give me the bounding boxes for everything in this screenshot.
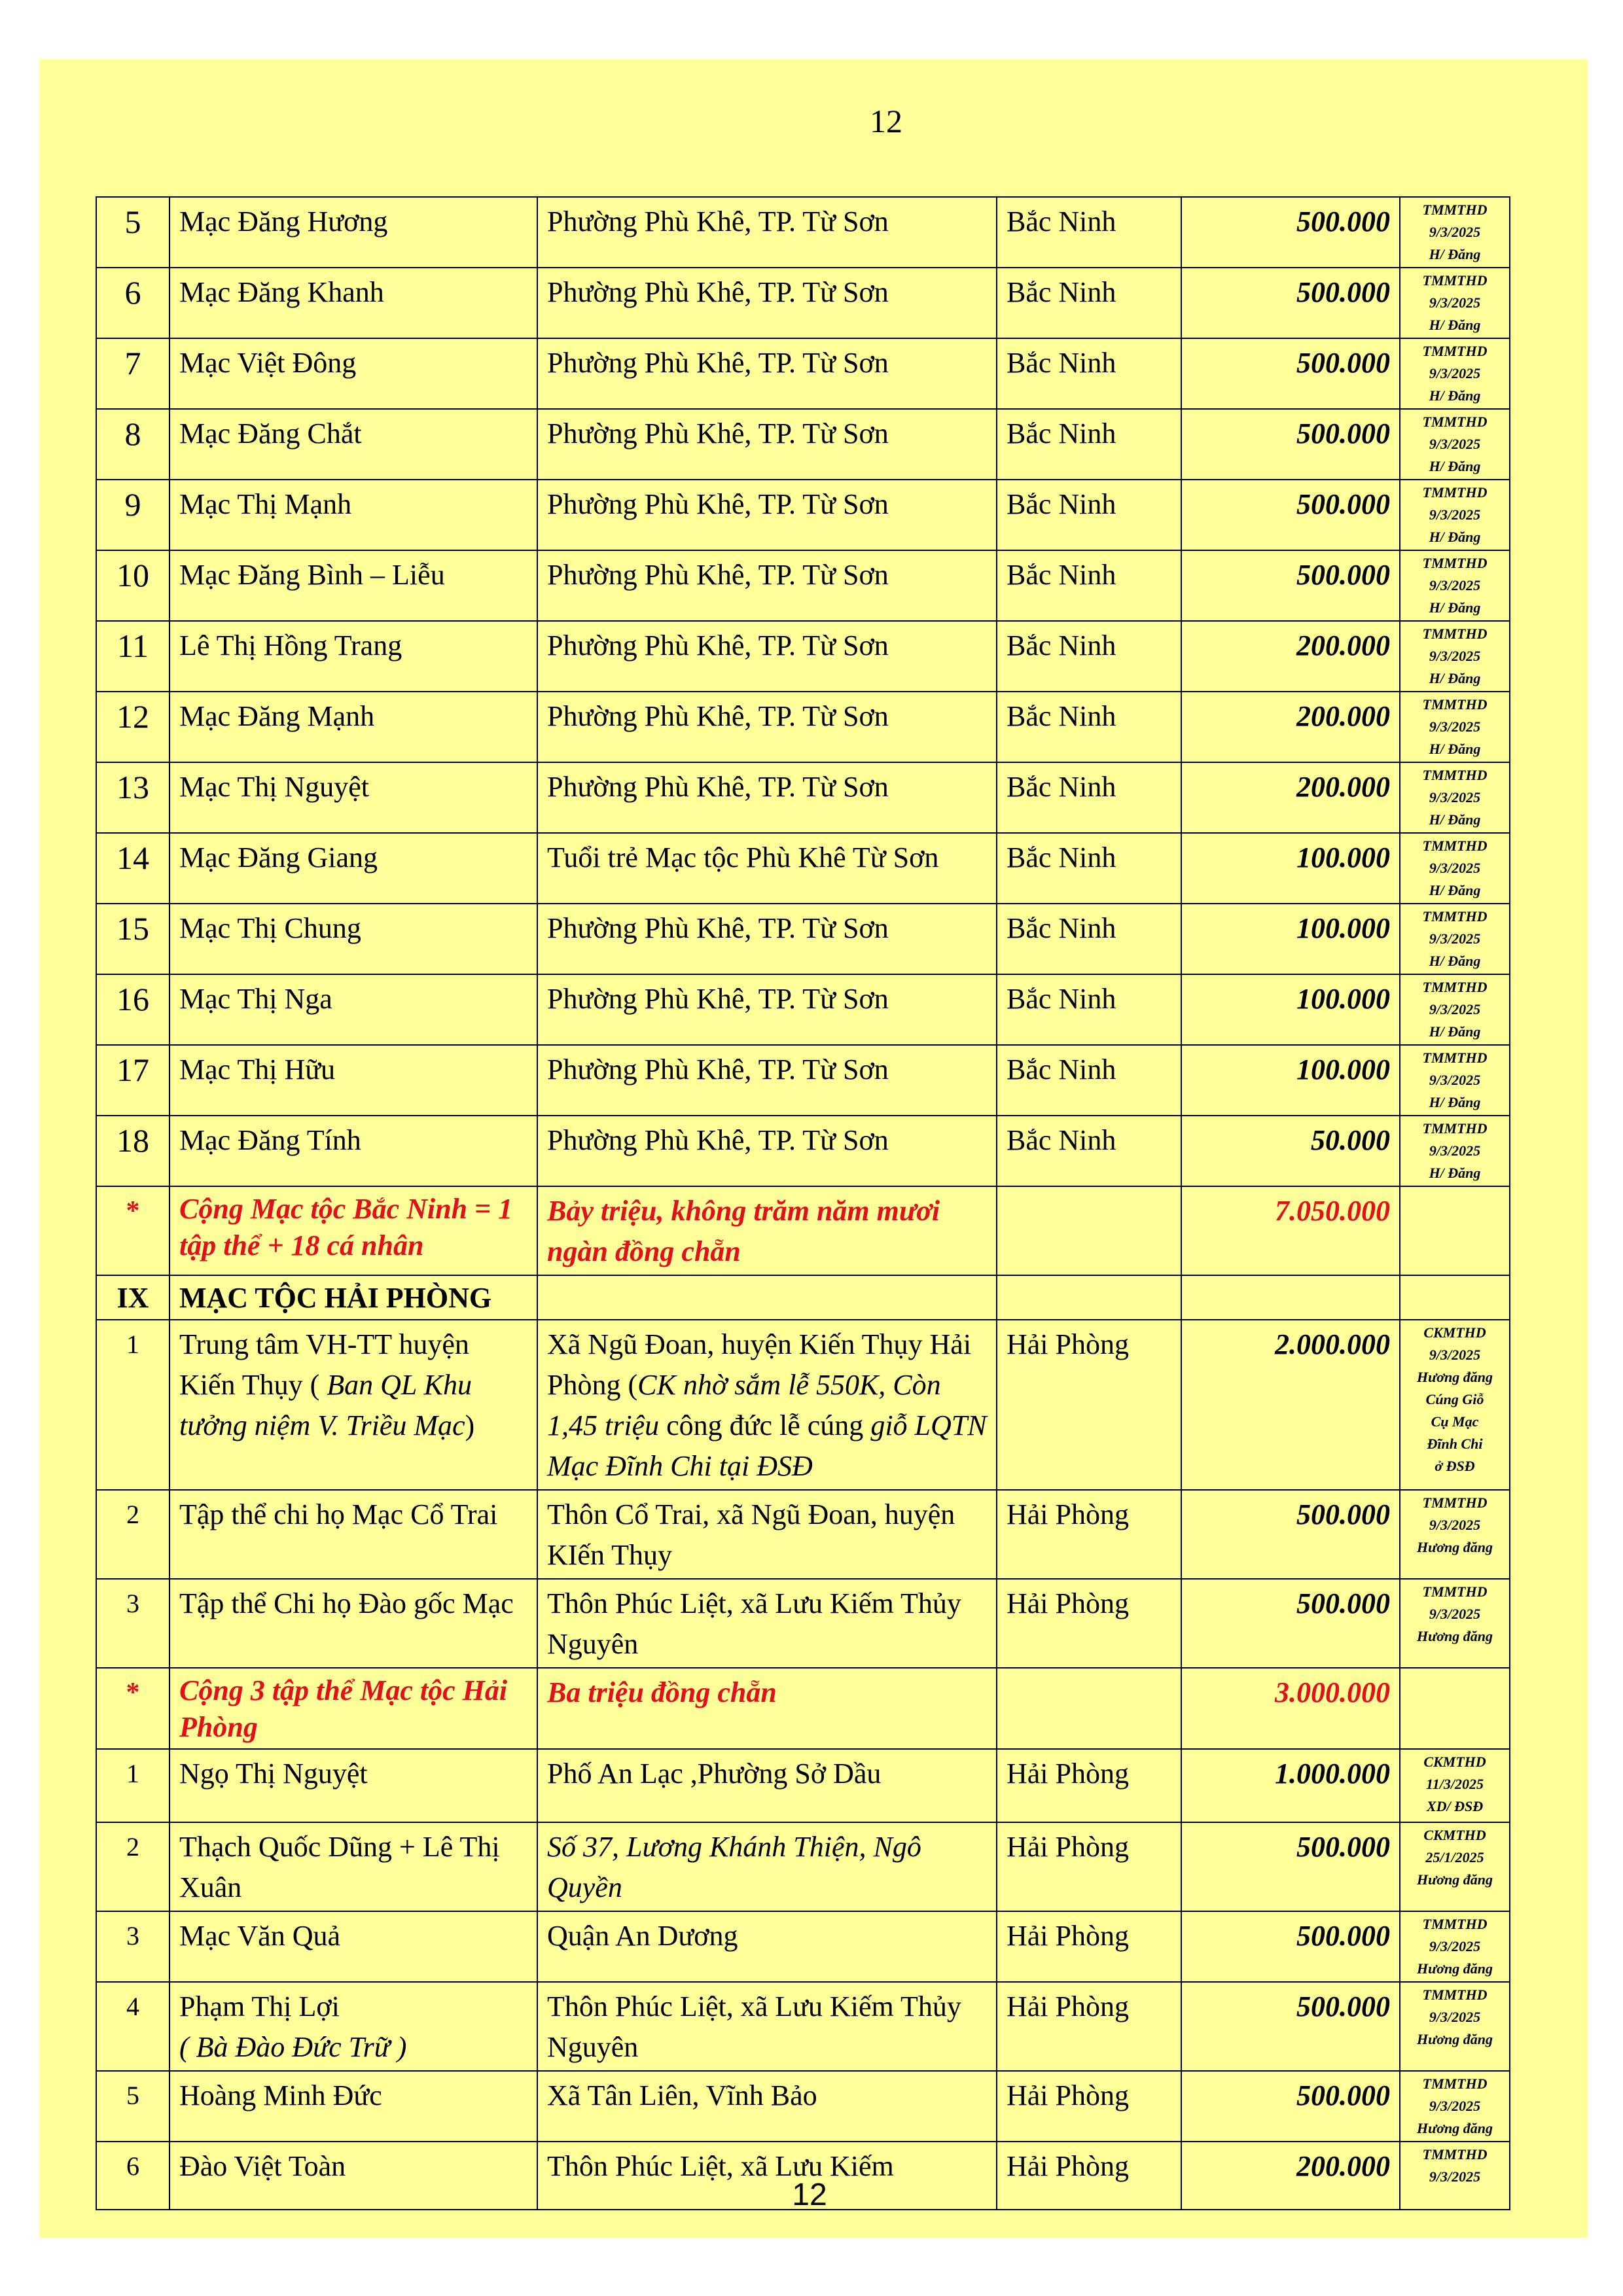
note-line: Đĩnh Chi [1427,1436,1483,1452]
subtotal-label: Cộng 3 tập thể Mạc tộc Hải Phòng [169,1668,537,1749]
donor-address: Phường Phù Khê, TP. Từ Sơn [537,550,997,621]
note-line: XD/ ĐSĐ [1426,1798,1484,1814]
subtotal-words: Ba triệu đồng chẵn [537,1668,997,1749]
table-row [96,904,1510,974]
note-line: H/ Đăng [1429,1023,1481,1040]
note-line: TMMTHD [1422,202,1488,218]
table-row [96,762,1510,833]
haiphong-individual-rows [96,1749,1510,2210]
donor-address: Tuổi trẻ Mạc tộc Phù Khê Từ Sơn [537,833,997,904]
note-line: CKMTHD [1423,1827,1486,1843]
table-row [96,974,1510,1045]
empty-cell [997,1668,1181,1749]
page-number-top: 12 [870,103,902,139]
province: Hải Phòng [997,1749,1181,1822]
donor-address: Phường Phù Khê, TP. Từ Sơn [537,1116,997,1186]
province: Bắc Ninh [997,974,1181,1045]
province: Bắc Ninh [997,409,1181,480]
note [1400,1045,1510,1116]
donor-address: Phường Phù Khê, TP. Từ Sơn [537,409,997,480]
note-line: TMMTHD [1422,979,1488,995]
province: Bắc Ninh [997,197,1181,268]
table-row [96,1911,1510,1982]
donor-name: Mạc Đăng Tính [169,1116,537,1186]
amount: 500.000 [1181,1579,1400,1668]
province: Bắc Ninh [997,268,1181,338]
note-line: H/ Đăng [1429,387,1481,404]
empty-cell [537,1275,997,1320]
empty-cell [1400,1668,1510,1749]
note-line: Cúng Giỗ [1425,1391,1484,1407]
row-number: 4 [96,1982,169,2071]
table-row [96,1749,1510,1822]
donor-name: Đào Việt Toàn [169,2142,537,2210]
note [1400,550,1510,621]
donor-address: Phường Phù Khê, TP. Từ Sơn [537,762,997,833]
province: Hải Phòng [997,1911,1181,1982]
amount: 1.000.000 [1181,1749,1400,1822]
province: Hải Phòng [997,1320,1181,1490]
province: Hải Phòng [997,1822,1181,1911]
row-number: 1 [96,1320,169,1490]
row-number: 9 [96,480,169,550]
note-line: H/ Đăng [1429,317,1481,333]
note-line: 9/3/2025 [1429,718,1481,735]
note-line: 9/3/2025 [1429,506,1481,523]
province: Bắc Ninh [997,833,1181,904]
row-number: 6 [96,2142,169,2210]
section-header [96,1275,1510,1320]
table-row [96,833,1510,904]
note-line: Hương đăng [1416,1628,1493,1644]
donor-address: Phường Phù Khê, TP. Từ Sơn [537,621,997,692]
amount: 500.000 [1181,550,1400,621]
amount: 200.000 [1181,762,1400,833]
amount: 500.000 [1181,1490,1400,1579]
table-row [96,1116,1510,1186]
row-number: 7 [96,338,169,409]
note-line: 9/3/2025 [1429,224,1481,240]
province: Bắc Ninh [997,1045,1181,1116]
donor-name [169,1320,537,1490]
row-number: 5 [96,197,169,268]
address-italic-part-2: giỗ LQTN Mạc Đĩnh Chi tại ĐSĐ [547,1409,987,1482]
donor-address: Phường Phù Khê, TP. Từ Sơn [537,904,997,974]
address-part-2: công đức lễ cúng [659,1409,871,1441]
note-line: TMMTHD [1422,1987,1488,2003]
amount: 500.000 [1181,1822,1400,1911]
province: Bắc Ninh [997,1116,1181,1186]
table-row [96,692,1510,762]
note-line: H/ Đăng [1429,882,1481,898]
note-line: 9/3/2025 [1429,2009,1481,2025]
donor-name: Mạc Thị Nga [169,974,537,1045]
note-line: TMMTHD [1422,2075,1488,2092]
province: Bắc Ninh [997,338,1181,409]
donor-address: Phường Phù Khê, TP. Từ Sơn [537,480,997,550]
empty-cell [1181,1275,1400,1320]
donor-address: Phường Phù Khê, TP. Từ Sơn [537,197,997,268]
donor-name: Mạc Thị Chung [169,904,537,974]
note-line: 9/3/2025 [1429,860,1481,876]
note [1400,2142,1510,2210]
note-line: Hương đăng [1416,1871,1493,1888]
row-number: 11 [96,621,169,692]
donor-name: Tập thể Chi họ Đào gốc Mạc [169,1579,537,1668]
subtotal-amount: 7.050.000 [1181,1186,1400,1275]
donation-table [96,196,1510,2210]
province: Hải Phòng [997,1490,1181,1579]
note-line: TMMTHD [1422,626,1488,642]
donor-address: Số 37, Lương Khánh Thiện, Ngô Quyền [537,1822,997,1911]
row-number: 2 [96,1822,169,1911]
note-line: 9/3/2025 [1429,1072,1481,1088]
donor-address: Phường Phù Khê, TP. Từ Sơn [537,1045,997,1116]
note-line: H/ Đăng [1429,458,1481,474]
note-line: 9/3/2025 [1429,577,1481,593]
note-line: H/ Đăng [1429,670,1481,686]
row-number: 16 [96,974,169,1045]
note-line: 11/3/2025 [1425,1776,1484,1792]
note-line: 9/3/2025 [1429,1001,1481,1017]
note-line: 9/3/2025 [1429,1142,1481,1159]
table-row [96,197,1510,268]
note [1400,1320,1510,1490]
table-row [96,480,1510,550]
row-number: 3 [96,1579,169,1668]
note-line: 9/3/2025 [1429,365,1481,381]
address-italic-part: CK nhờ sắm lễ 550K, Còn 1,45 triệu [547,1369,941,1441]
note-line: H/ Đăng [1429,1094,1481,1110]
note [1400,197,1510,268]
note-line: TMMTHD [1422,1916,1488,1932]
row-number: 12 [96,692,169,762]
amount: 200.000 [1181,2142,1400,2210]
note-line: 9/3/2025 [1429,1606,1481,1622]
table-row [96,2071,1510,2142]
note-line: 9/3/2025 [1429,294,1481,311]
table-row [96,338,1510,409]
row-number: 6 [96,268,169,338]
note-line: H/ Đăng [1429,811,1481,828]
note [1400,1911,1510,1982]
note-line: H/ Đăng [1429,246,1481,262]
row-number: 2 [96,1490,169,1579]
note-line: H/ Đăng [1429,529,1481,545]
note-line: CKMTHD [1423,1324,1486,1341]
note [1400,1579,1510,1668]
donor-name: Ngọ Thị Nguyệt [169,1749,537,1822]
row-number: 1 [96,1749,169,1822]
amount: 500.000 [1181,197,1400,268]
name-italic-part: ( Bà Đào Đức Trữ ) [179,2031,407,2063]
haiphong-collective-rows [96,1490,1510,1668]
note [1400,1116,1510,1186]
empty-cell [997,1275,1181,1320]
note-line: H/ Đăng [1429,953,1481,969]
row-number: * [96,1186,169,1275]
province: Bắc Ninh [997,762,1181,833]
donor-address: Phường Phù Khê, TP. Từ Sơn [537,692,997,762]
note-line: 9/3/2025 [1429,789,1481,805]
donor-address: Xã Tân Liên, Vĩnh Bảo [537,2071,997,2142]
note [1400,268,1510,338]
amount: 500.000 [1181,1911,1400,1982]
amount: 200.000 [1181,621,1400,692]
amount: 500.000 [1181,268,1400,338]
donor-name: Mạc Đăng Bình – Liễu [169,550,537,621]
donor-name: Mạc Đăng Hương [169,197,537,268]
donor-address: Phường Phù Khê, TP. Từ Sơn [537,974,997,1045]
table-row [96,268,1510,338]
note [1400,692,1510,762]
empty-cell [1400,1186,1510,1275]
donor-address: Thôn Phúc Liệt, xã Lưu Kiếm Thủy Nguyên [537,1982,997,2071]
table-row [96,621,1510,692]
note-line: 25/1/2025 [1425,1849,1484,1865]
note-line: TMMTHD [1422,1120,1488,1137]
section-number: IX [96,1275,169,1320]
note-line: H/ Đăng [1429,741,1481,757]
donor-name: Mạc Đăng Khanh [169,268,537,338]
note-line: Hương đăng [1416,1369,1493,1385]
donor-address: Phố An Lạc ,Phường Sở Dầu [537,1749,997,1822]
table-row [96,1579,1510,1668]
amount: 500.000 [1181,338,1400,409]
table-row [96,1490,1510,1579]
note-line: H/ Đăng [1429,599,1481,616]
note-line: 9/3/2025 [1429,436,1481,452]
row-number: 17 [96,1045,169,1116]
empty-cell [1400,1275,1510,1320]
note-line: Hương đăng [1416,2120,1493,2136]
note [1400,1822,1510,1911]
table-row [96,550,1510,621]
province: Bắc Ninh [997,904,1181,974]
amount: 500.000 [1181,409,1400,480]
note-line: TMMTHD [1422,2146,1488,2163]
donor-name [169,1982,537,2071]
note-line: Hương đăng [1416,2031,1493,2047]
donor-address: Phường Phù Khê, TP. Từ Sơn [537,268,997,338]
donor-name: Thạch Quốc Dũng + Lê Thị Xuân [169,1822,537,1911]
subtotal-words: Bảy triệu, không trăm năm mươi ngàn đồng chẵn [537,1186,997,1275]
table-row [96,1982,1510,2071]
note [1400,1490,1510,1579]
province: Bắc Ninh [997,480,1181,550]
amount: 500.000 [1181,1982,1400,2071]
note-line: Cụ Mạc [1431,1413,1479,1430]
amount: 200.000 [1181,692,1400,762]
note-line: CKMTHD [1423,1754,1486,1770]
note-line: Hương đăng [1416,1960,1493,1977]
row-number: 5 [96,2071,169,2142]
donor-name: Mạc Thị Nguyệt [169,762,537,833]
note-line: H/ Đăng [1429,1165,1481,1181]
donor-address: Thôn Phúc Liệt, xã Lưu Kiếm Thủy Nguyên [537,1579,997,1668]
note [1400,904,1510,974]
amount: 50.000 [1181,1116,1400,1186]
note-line: TMMTHD [1422,1494,1488,1511]
address-part: Xã Ngũ Đoan, huyện Kiến Thụy Hải Phòng ( [547,1328,972,1401]
table-row [96,409,1510,480]
donor-name: Mạc Đăng Giang [169,833,537,904]
note-line: ở ĐSĐ [1435,1458,1475,1474]
donor-name: Mạc Đăng Mạnh [169,692,537,762]
note-line: TMMTHD [1422,696,1488,713]
note [1400,762,1510,833]
row-number: 15 [96,904,169,974]
note-line: TMMTHD [1422,1583,1488,1600]
note-line: 9/3/2025 [1429,1938,1481,1954]
page-number-bottom: 12 [792,2178,827,2212]
note [1400,338,1510,409]
note [1400,480,1510,550]
note [1400,833,1510,904]
name-part: Trung tâm VH-TT huyện Kiến Thụy ( [179,1328,469,1401]
donor-name: Mạc Thị Mạnh [169,480,537,550]
note-line: 9/3/2025 [1429,1517,1481,1533]
amount: 100.000 [1181,1045,1400,1116]
amount: 100.000 [1181,833,1400,904]
note [1400,1982,1510,2071]
donor-name: Lê Thị Hồng Trang [169,621,537,692]
amount: 500.000 [1181,2071,1400,2142]
bacninh-rows [96,197,1510,1186]
empty-cell [997,1186,1181,1275]
province: Hải Phòng [997,1982,1181,2071]
donor-address: Thôn Cổ Trai, xã Ngũ Đoan, huyện KIến Thụy [537,1490,997,1579]
note-line: 9/3/2025 [1429,1347,1481,1363]
haiphong-subtotal [96,1668,1510,1749]
note [1400,1749,1510,1822]
row-number: 18 [96,1116,169,1186]
subtotal-label: Cộng Mạc tộc Bắc Ninh = 1 tập thể + 18 cá nhân [169,1186,537,1275]
amount: 500.000 [1181,480,1400,550]
note [1400,409,1510,480]
row-number: 3 [96,1911,169,1982]
table-row [96,1045,1510,1116]
donor-address: Thôn Phúc Liệt, xã Lưu Kiếm [537,2142,997,2210]
note-line: Hương đăng [1416,1539,1493,1555]
note [1400,2071,1510,2142]
province: Hải Phòng [997,1579,1181,1668]
note-line: TMMTHD [1422,414,1488,430]
subtotal-row [96,1186,1510,1275]
note-line: TMMTHD [1422,484,1488,501]
row-number: 10 [96,550,169,621]
province: Hải Phòng [997,2071,1181,2142]
note-line: TMMTHD [1422,272,1488,289]
table-row [96,1822,1510,1911]
province: Bắc Ninh [997,550,1181,621]
province: Hải Phòng [997,2142,1181,2210]
province: Bắc Ninh [997,692,1181,762]
amount: 100.000 [1181,904,1400,974]
amount: 2.000.000 [1181,1320,1400,1490]
note-line: TMMTHD [1422,1050,1488,1066]
row-number: * [96,1668,169,1749]
name-italic-part: Ban QL Khu tưởng niệm V. Triều Mạc [179,1369,472,1441]
donor-name: Mạc Văn Quả [169,1911,537,1982]
note-line: TMMTHD [1422,908,1488,925]
bacninh-subtotal [96,1186,1510,1490]
name-end: ) [465,1409,475,1441]
donor-address: Quận An Dương [537,1911,997,1982]
donor-address [537,1320,997,1490]
note-line: 9/3/2025 [1429,648,1481,664]
donor-name: Mạc Việt Đông [169,338,537,409]
donor-name: Mạc Thị Hữu [169,1045,537,1116]
row-number: 8 [96,409,169,480]
note-line: TMMTHD [1422,343,1488,359]
note [1400,621,1510,692]
note-line: TMMTHD [1422,555,1488,571]
note-line: 9/3/2025 [1429,2168,1481,2185]
note-line: 9/3/2025 [1429,2098,1481,2114]
subtotal-row [96,1668,1510,1749]
note-line: TMMTHD [1422,838,1488,854]
donor-name: Mạc Đăng Chắt [169,409,537,480]
province: Bắc Ninh [997,621,1181,692]
table-row [96,1320,1510,1490]
donor-name: Hoàng Minh Đức [169,2071,537,2142]
subtotal-amount: 3.000.000 [1181,1668,1400,1749]
donor-address: Phường Phù Khê, TP. Từ Sơn [537,338,997,409]
row-number: 13 [96,762,169,833]
note [1400,974,1510,1045]
name-part: Phạm Thị Lợi [179,1990,340,2022]
row-number: 14 [96,833,169,904]
donor-name: Tập thể chi họ Mạc Cổ Trai [169,1490,537,1579]
section-title: MẠC TỘC HẢI PHÒNG [169,1275,537,1320]
amount: 100.000 [1181,974,1400,1045]
note-line: TMMTHD [1422,767,1488,783]
note-line: 9/3/2025 [1429,930,1481,947]
